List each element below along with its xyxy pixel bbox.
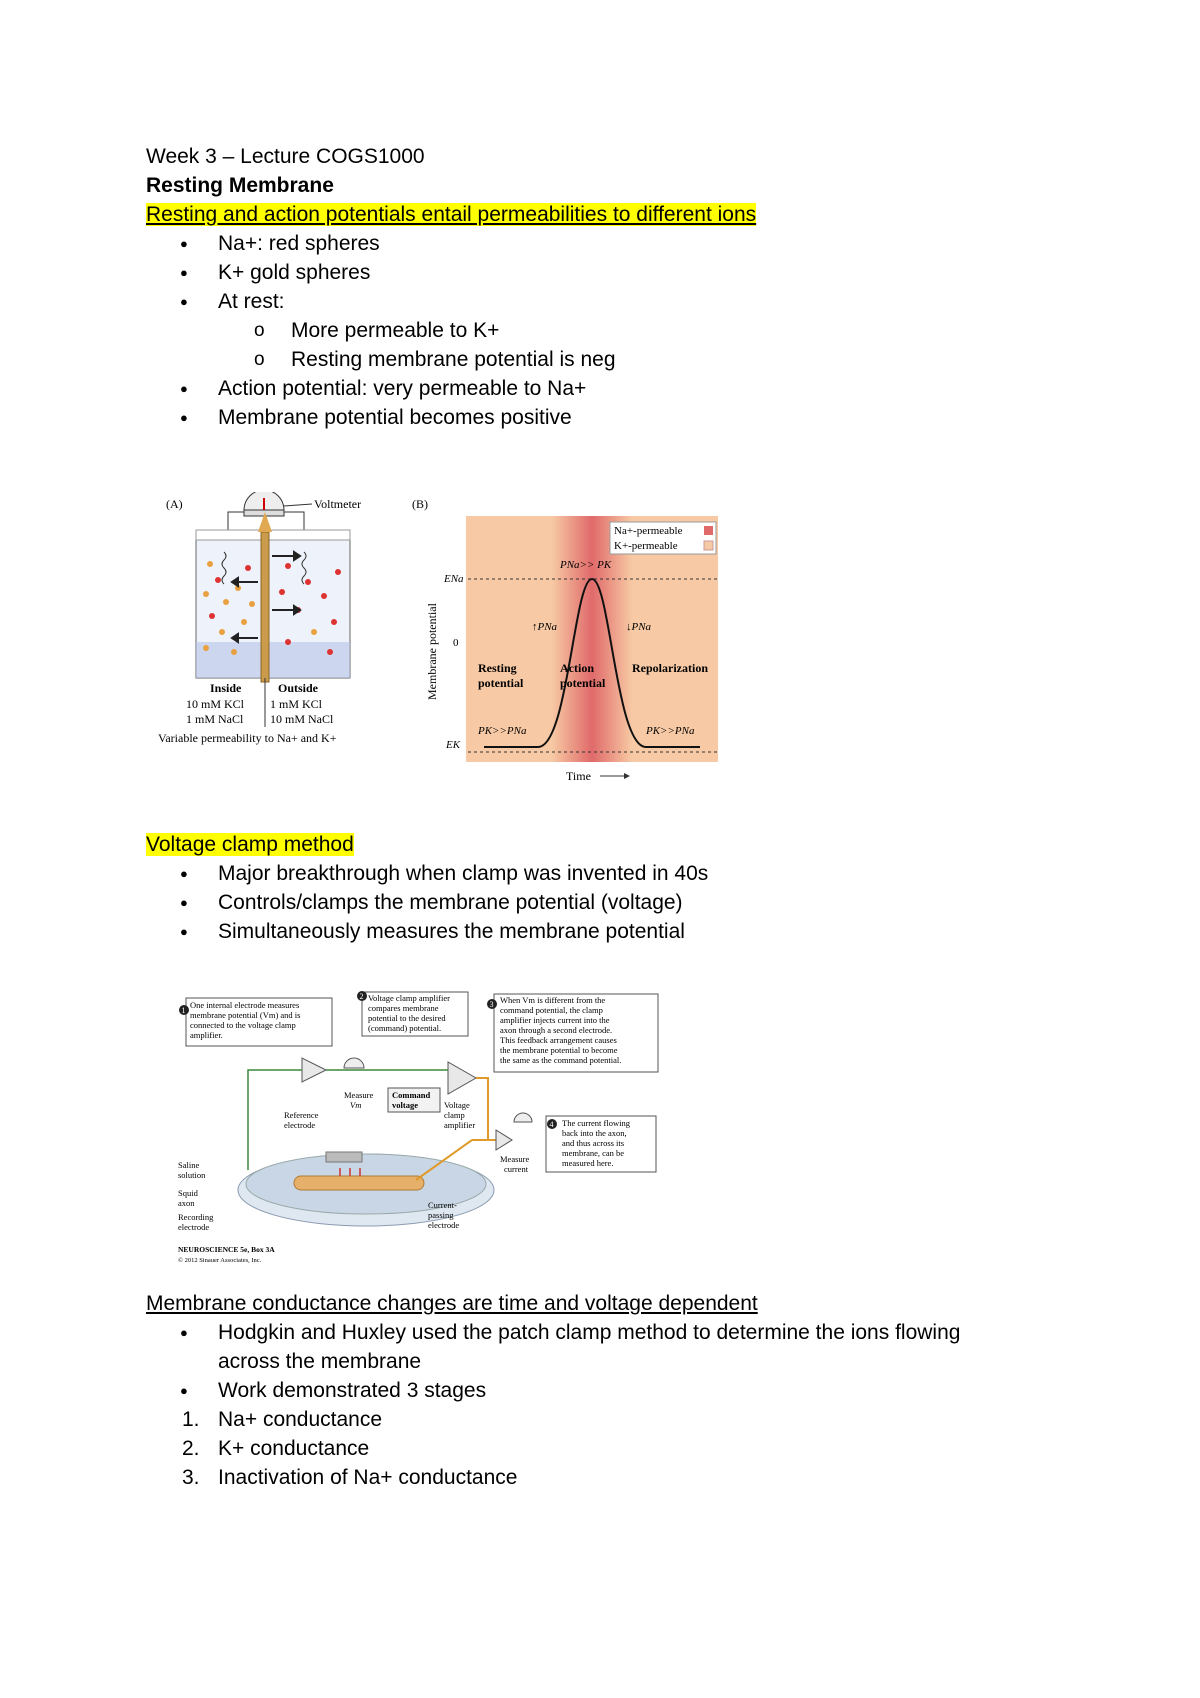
bullet-list-ions (146, 229, 1066, 316)
bullet-list-conductance (146, 1318, 1066, 1405)
action-label-2: potential (560, 676, 606, 690)
figure-credit-2: © 2012 Sinauer Associates, Inc. (178, 1257, 262, 1264)
legend-k-swatch (704, 541, 713, 550)
clamp-amp-label: amplifier (444, 1120, 476, 1130)
list-item-text: Inactivation of Na+ conductance (218, 1466, 518, 1489)
list-item-text: K+ conductance (218, 1437, 370, 1460)
callout-3-line: amplifier injects current into the (500, 1015, 610, 1025)
current-meter-icon (514, 1113, 532, 1122)
reference-electrode-label: electrode (284, 1120, 316, 1130)
saline-label: solution (178, 1170, 206, 1180)
document-section-conductance (146, 1289, 1066, 1492)
command-voltage-label-2: voltage (392, 1100, 418, 1110)
callout-3-line: axon through a second electrode. (500, 1025, 613, 1035)
current-passing-label: electrode (428, 1220, 460, 1230)
callout-2-line: (command) potential. (368, 1023, 442, 1033)
voltmeter-label: Voltmeter (314, 497, 362, 511)
list-number: 1. (182, 1408, 200, 1431)
document-body (146, 142, 1066, 432)
numbered-list-stages (146, 1405, 1066, 1492)
callout-4-line: The current flowing (562, 1118, 630, 1128)
bullet-list-action (146, 374, 1066, 432)
figure-credit: NEUROSCIENCE 5e, Box 3A (178, 1245, 275, 1254)
list-item: ● Work demonstrated 3 stages (146, 1376, 1066, 1405)
callout-number-4: 4 (549, 1120, 554, 1129)
y-axis-label: Membrane potential (425, 603, 439, 700)
section-heading-permeabilities (146, 200, 1066, 229)
x-axis-label: Time (566, 769, 591, 783)
list-item (146, 1434, 1066, 1463)
callout-1-line: amplifier. (190, 1030, 223, 1040)
pna-up-label: ↑PNa (532, 621, 558, 633)
voltage-clamp-amplifier (448, 1062, 476, 1094)
current-wire (472, 1078, 488, 1140)
callout-number-1: 1 (181, 1006, 186, 1015)
current-amplifier (496, 1130, 512, 1150)
squid-axon-label: axon (178, 1198, 195, 1208)
heading-text: Voltage clamp method (146, 833, 354, 856)
callout-number-2: 2 (359, 992, 364, 1001)
panel-b-label: (B) (412, 497, 428, 511)
legend-k: K+-permeable (614, 540, 678, 552)
ena-label: ENa (444, 573, 464, 585)
list-item-text-cont: across the membrane (218, 1350, 422, 1373)
callout-3-line: the same as the command potential. (500, 1055, 622, 1065)
panel-a-caption: Variable permeability to Na+ and K+ (158, 731, 337, 745)
list-item: ● Na+: red spheres (146, 229, 1066, 258)
callout-4-line: membrane, can be (562, 1148, 625, 1158)
vm-meter-icon (344, 1058, 364, 1068)
outside-kcl: 1 mM KCl (270, 697, 323, 711)
clamp-amp-label: clamp (444, 1110, 465, 1120)
callout-4-line: back into the axon, (562, 1128, 627, 1138)
current-passing-label: Current- (428, 1200, 457, 1210)
beaker (196, 530, 350, 678)
sub-bullet-list-rest (146, 316, 1066, 374)
document-section-voltage-clamp (146, 830, 1066, 946)
figure-resting-action-potential (148, 492, 738, 802)
callout-4-line: measured here. (562, 1158, 614, 1168)
panel-a-label: (A) (166, 497, 183, 511)
pk-gt-pna-right: PK>>PNa (646, 725, 695, 737)
callout-1-line: One internal electrode measures (190, 1000, 300, 1010)
heading-text: Resting and action potentials entail permeabilities to different ions (146, 203, 757, 226)
squid-axon (294, 1176, 424, 1190)
inside-label: Inside (210, 681, 242, 695)
measure-current-label: Measure (500, 1154, 530, 1164)
list-item (146, 1463, 1066, 1492)
list-item-text: Na+ conductance (218, 1408, 383, 1431)
resting-label-2: potential (478, 676, 524, 690)
list-item: ● Controls/clamps the membrane potential (voltage) (146, 888, 1066, 917)
membrane (261, 532, 269, 682)
section-heading-conductance: Membrane conductance changes are time and voltage dependent (146, 1292, 758, 1315)
callout-3-line: command potential, the clamp (500, 1005, 603, 1015)
list-number: 2. (182, 1437, 200, 1460)
inside-kcl: 10 mM KCl (186, 697, 245, 711)
callout-3-line: When Vm is different from the (500, 995, 606, 1005)
callout-3-line: This feedback arrangement causes (500, 1035, 617, 1045)
outside-nacl: 10 mM NaCl (270, 712, 334, 726)
list-item: ● Membrane potential becomes positive (146, 403, 1066, 432)
callout-number-3: 3 (489, 1000, 494, 1009)
list-item-text: Hodgkin and Huxley used the patch clamp method to determine the ions flowing (218, 1321, 961, 1344)
pk-gt-pna-left: PK>>PNa (478, 725, 527, 737)
page-subtitle: Resting Membrane (146, 174, 334, 197)
recording-electrode-label: electrode (178, 1222, 210, 1232)
recording-electrode-label: Recording (178, 1212, 214, 1222)
squid-axon-label: Squid (178, 1188, 198, 1198)
list-item: ● Simultaneously measures the membrane potential (146, 917, 1066, 946)
zero-label: 0 (453, 637, 459, 649)
measure-amplifier (302, 1058, 326, 1082)
list-item: ● At rest: (146, 287, 1066, 316)
list-number: 3. (182, 1466, 200, 1489)
list-item: ● K+ gold spheres (146, 258, 1066, 287)
measure-vm-label-2: Vm (350, 1100, 362, 1110)
figure-voltage-clamp-setup (176, 990, 672, 1268)
legend-na-swatch (704, 526, 713, 535)
list-item: ● Action potential: very permeable to Na+ (146, 374, 1066, 403)
page-title: Week 3 – Lecture COGS1000 (146, 145, 425, 168)
callout-2-line: compares membrane (368, 1003, 439, 1013)
callout-4-line: and thus across its (562, 1138, 625, 1148)
reference-electrode-label: Reference (284, 1110, 319, 1120)
callout-3-line: the membrane potential to become (500, 1045, 618, 1055)
ek-label: EK (446, 739, 461, 751)
list-item: ● Major breakthrough when clamp was invented in 40s (146, 859, 1066, 888)
measure-current-label: current (504, 1164, 529, 1174)
callout-1-line: connected to the voltage clamp (190, 1020, 296, 1030)
voltmeter-icon (244, 492, 284, 516)
pna-down-label: ↓PNa (626, 621, 652, 633)
command-voltage-label: Command (392, 1090, 431, 1100)
section-heading-voltage-clamp (146, 830, 1066, 859)
list-item (146, 1405, 1066, 1434)
list-item: o Resting membrane potential is neg (146, 345, 1066, 374)
clamp-amp-label: Voltage (444, 1100, 470, 1110)
callout-2-line: potential to the desired (368, 1013, 446, 1023)
legend-na: Na+-permeable (614, 525, 683, 537)
outside-label: Outside (278, 681, 319, 695)
list-item: o More permeable to K+ (146, 316, 1066, 345)
inside-nacl: 1 mM NaCl (186, 712, 244, 726)
repolarization-label: Repolarization (632, 661, 708, 675)
callout-2-line: Voltage clamp amplifier (368, 993, 450, 1003)
saline-label: Saline (178, 1160, 200, 1170)
current-passing-label: passing (428, 1210, 454, 1220)
resting-label: Resting (478, 661, 517, 675)
reference-electrode (326, 1152, 362, 1162)
list-item (146, 1318, 1066, 1376)
pna-gt-pk: PNa>> PK (560, 559, 612, 571)
measure-vm-label: Measure (344, 1090, 374, 1100)
callout-1-line: membrane potential (Vm) and is (190, 1010, 301, 1020)
bullet-list-voltage-clamp (146, 859, 1066, 946)
action-label: Action (560, 661, 594, 675)
